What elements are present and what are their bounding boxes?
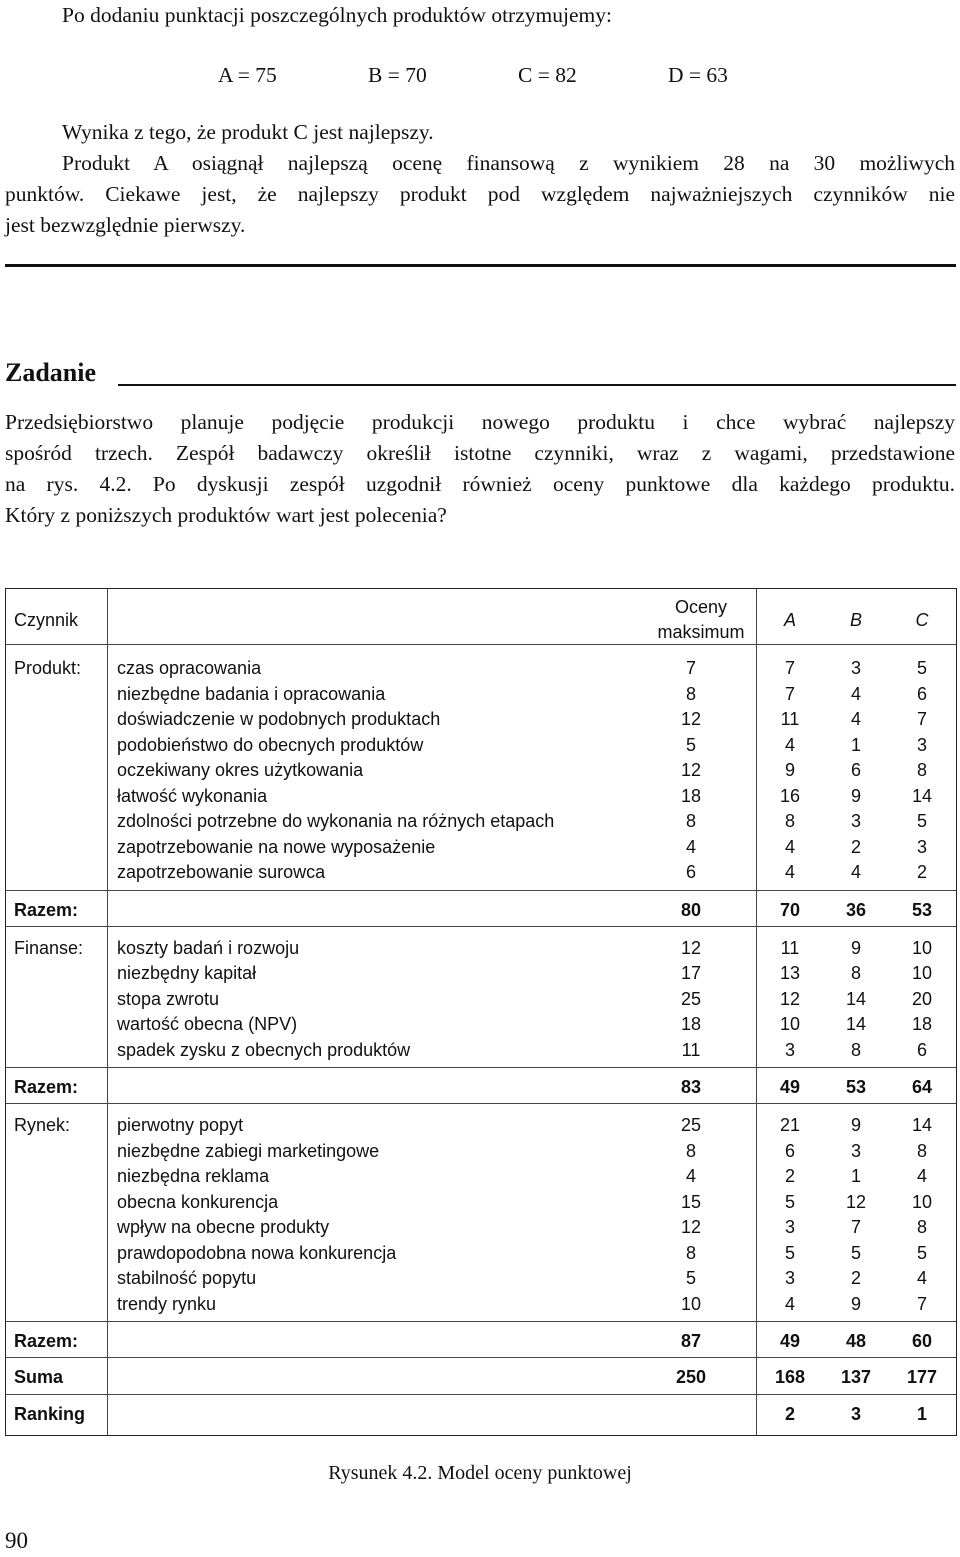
total-value: 2	[784, 1404, 795, 1424]
factor-score: 9	[850, 785, 861, 806]
factor-score: 14	[845, 988, 867, 1009]
factor-score: 13	[779, 963, 801, 983]
factor-score: 14	[911, 1115, 933, 1135]
factor-score: 11	[780, 709, 800, 729]
total-value: 53	[911, 899, 933, 920]
factor-score: 4	[916, 1166, 927, 1186]
total-divider-bottom	[6, 926, 956, 927]
factor-name: niezbędny kapitał	[117, 963, 257, 983]
factor-name: stabilność popytu	[117, 1268, 257, 1288]
header-max-line1: Oceny	[674, 597, 728, 617]
section-divider	[5, 264, 956, 267]
factor-score: 18	[680, 1014, 702, 1034]
factor-name: doświadczenie w podobnych produktach	[117, 709, 441, 729]
factor-score: 4	[850, 709, 861, 729]
factor-name: zapotrzebowanie na nowe wyposażenie	[117, 836, 436, 857]
total-value: 137	[840, 1367, 872, 1387]
total-value: 250	[675, 1367, 707, 1387]
factor-score: 8	[685, 811, 696, 831]
total-divider-bottom	[6, 1357, 956, 1358]
total-label: Razem:	[14, 1077, 79, 1097]
factor-score: 8	[916, 1217, 927, 1237]
factor-name: prawdopodobna nowa konkurencja	[117, 1242, 397, 1263]
factor-score: 8	[685, 1242, 696, 1263]
factor-score: 12	[845, 1191, 867, 1212]
factor-name: wpływ na obecne produkty	[117, 1217, 330, 1237]
task-paragraph	[5, 407, 955, 531]
factor-score: 25	[680, 988, 702, 1009]
factor-score: 4	[850, 862, 861, 882]
factor-name: niezbędne badania i opracowania	[117, 683, 386, 704]
factor-name: obecna konkurencja	[117, 1191, 279, 1212]
column-divider	[107, 589, 108, 1435]
factor-name: zapotrzebowanie surowca	[117, 862, 326, 882]
total-value: 36	[845, 899, 867, 920]
factor-score: 12	[680, 709, 702, 729]
factor-name: oczekiwany okres użytkowania	[117, 760, 364, 780]
factor-score: 25	[680, 1115, 702, 1135]
factor-score: 6	[685, 862, 696, 882]
total-value: 64	[911, 1077, 933, 1097]
header-max-line2: maksimum	[657, 622, 745, 642]
factor-name: podobieństwo do obecnych produktów	[117, 734, 424, 755]
factor-score: 3	[784, 1217, 795, 1237]
factor-score: 21	[779, 1115, 801, 1135]
factor-score: 8	[850, 963, 861, 983]
total-value: 87	[680, 1331, 702, 1351]
score-c: C = 82	[518, 63, 577, 87]
factor-name: zdolności potrzebne do wykonania na różnych etapach	[117, 811, 555, 831]
total-value: 60	[911, 1331, 933, 1351]
total-value: 168	[774, 1367, 806, 1387]
factor-name: pierwotny popyt	[117, 1115, 244, 1135]
factor-score: 4	[685, 1166, 696, 1186]
paragraph-line: na rys. 4.2. Po dyskusji zespół uzgodnił również oceny punktowe dla każdego produktu.	[5, 472, 955, 496]
total-divider-top	[6, 1067, 956, 1068]
factor-score: 7	[916, 1293, 927, 1314]
factor-score: 8	[850, 1039, 861, 1060]
paragraph-line: Który z poniższych produktów wart jest polecenia?	[5, 503, 447, 527]
factor-score: 14	[911, 785, 933, 806]
factor-score: 16	[779, 785, 801, 806]
factor-score: 2	[850, 1268, 861, 1288]
factor-score: 7	[850, 1217, 861, 1237]
factor-score: 6	[784, 1140, 795, 1161]
total-divider-top	[6, 1321, 956, 1322]
factor-score: 7	[916, 709, 927, 729]
total-label: Ranking	[14, 1404, 86, 1424]
score-equations	[0, 60, 960, 91]
factor-score: 5	[784, 1242, 795, 1263]
score-b: B = 70	[368, 63, 427, 87]
factor-name: niezbędna reklama	[117, 1166, 270, 1186]
factor-score: 4	[916, 1268, 927, 1288]
factor-score: 4	[784, 1293, 795, 1314]
factor-score: 4	[685, 836, 696, 857]
total-value: 177	[906, 1367, 938, 1387]
factor-score: 5	[784, 1191, 795, 1212]
factor-score: 7	[685, 658, 696, 678]
factor-score: 3	[850, 658, 861, 678]
figure-caption: Rysunek 4.2. Model oceny punktowej	[328, 1462, 632, 1484]
score-a: A = 75	[218, 63, 277, 87]
factor-score: 3	[850, 1140, 861, 1161]
factor-score: 10	[779, 1014, 801, 1034]
factor-score: 3	[916, 734, 927, 755]
paragraph-line: Przedsiębiorstwo planuje podjęcie produkcji nowego produktu i chce wybrać najlepszy	[5, 410, 955, 434]
paragraph-line: punktów. Ciekawe jest, że najlepszy produkt pod względem najważniejszych czynników nie	[5, 182, 955, 206]
factor-score: 3	[850, 811, 861, 831]
factor-score: 9	[850, 937, 861, 958]
factor-score: 2	[850, 836, 861, 857]
factor-score: 9	[850, 1293, 861, 1314]
total-label: Suma	[14, 1367, 64, 1387]
intro-paragraph	[5, 148, 955, 241]
suma-divider	[6, 1394, 956, 1395]
total-value: 70	[779, 899, 801, 920]
factor-score: 6	[916, 683, 927, 704]
header-b: B	[849, 610, 862, 630]
factor-score: 9	[784, 760, 795, 780]
column-divider	[756, 589, 757, 1435]
factor-score: 9	[850, 1115, 861, 1135]
factor-score: 3	[916, 836, 927, 857]
total-value: 83	[680, 1077, 702, 1097]
factor-score: 10	[911, 1191, 933, 1212]
total-value: 48	[845, 1331, 867, 1351]
total-label: Razem:	[14, 899, 79, 920]
total-value: 3	[850, 1404, 861, 1424]
factor-score: 15	[680, 1191, 702, 1212]
factor-score: 8	[784, 811, 795, 831]
factor-score: 5	[685, 734, 696, 755]
factor-score: 6	[916, 1039, 927, 1060]
factor-score: 17	[680, 963, 702, 983]
header-a: A	[783, 610, 796, 630]
factor-score: 11	[780, 937, 800, 958]
total-divider-bottom	[6, 1103, 956, 1104]
conclusion-line: Wynika z tego, że produkt C jest najlepszy.	[62, 120, 434, 144]
factor-score: 10	[680, 1293, 702, 1314]
factor-score: 4	[850, 683, 861, 704]
total-divider-top	[6, 890, 956, 891]
group-label: Rynek:	[14, 1115, 71, 1135]
factor-score: 5	[916, 1242, 927, 1263]
factor-name: stopa zwrotu	[117, 988, 220, 1009]
group-label: Finanse:	[14, 937, 84, 958]
total-value: 53	[845, 1077, 867, 1097]
factor-score: 5	[916, 811, 927, 831]
header-divider	[6, 644, 956, 645]
factor-score: 2	[916, 862, 927, 882]
paragraph-line: Produkt A osiągnął najlepszą ocenę finansową z wynikiem 28 na 30 możliwych	[62, 151, 955, 175]
factor-score: 8	[916, 1140, 927, 1161]
factor-score: 14	[845, 1014, 867, 1034]
header-c: C	[915, 610, 929, 630]
factor-score: 4	[784, 734, 795, 755]
total-label: Razem:	[14, 1331, 79, 1351]
scoring-table	[5, 588, 957, 1436]
page-number: 90	[5, 1528, 28, 1553]
factor-name: wartość obecna (NPV)	[117, 1014, 298, 1034]
factor-score: 3	[784, 1039, 795, 1060]
factor-score: 1	[850, 1166, 861, 1186]
total-value: 80	[680, 899, 702, 920]
factor-score: 10	[911, 937, 933, 958]
factor-score: 20	[911, 988, 933, 1009]
paragraph-line: spośród trzech. Zespół badawczy określił istotne czynniki, wraz z wagami, przedstawione	[5, 441, 955, 465]
factor-name: trendy rynku	[117, 1293, 217, 1314]
factor-score: 8	[685, 1140, 696, 1161]
factor-name: niezbędne zabiegi marketingowe	[117, 1140, 380, 1161]
factor-score: 18	[680, 785, 702, 806]
total-value: 49	[779, 1077, 801, 1097]
total-value: 1	[916, 1404, 927, 1424]
factor-score: 2	[784, 1166, 795, 1186]
factor-score: 6	[850, 760, 861, 780]
total-value: 49	[779, 1331, 801, 1351]
factor-score: 4	[784, 836, 795, 857]
paragraph-line: jest bezwzględnie pierwszy.	[5, 213, 246, 237]
factor-score: 8	[916, 760, 927, 780]
factor-score: 11	[681, 1039, 701, 1060]
factor-score: 7	[784, 683, 795, 704]
factor-score: 12	[779, 988, 801, 1009]
factor-score: 5	[850, 1242, 861, 1263]
factor-score: 12	[680, 1217, 702, 1237]
task-heading: Zadanie	[5, 358, 97, 387]
factor-name: spadek zysku z obecnych produktów	[117, 1039, 411, 1060]
factor-name: czas opracowania	[117, 658, 262, 678]
factor-score: 4	[784, 862, 795, 882]
factor-score: 3	[784, 1268, 795, 1288]
score-d: D = 63	[668, 63, 728, 87]
header-factor: Czynnik	[14, 610, 79, 630]
group-label: Produkt:	[14, 658, 82, 678]
heading-rule	[118, 384, 956, 386]
factor-score: 18	[911, 1014, 933, 1034]
factor-score: 1	[850, 734, 861, 755]
factor-score: 5	[916, 658, 927, 678]
intro-line: Po dodaniu punktacji poszczególnych produktów otrzymujemy:	[62, 3, 612, 27]
factor-score: 5	[685, 1268, 696, 1288]
factor-name: koszty badań i rozwoju	[117, 937, 300, 958]
factor-score: 10	[911, 963, 933, 983]
factor-score: 12	[680, 937, 702, 958]
factor-name: łatwość wykonania	[117, 785, 268, 806]
factor-score: 8	[685, 683, 696, 704]
factor-score: 7	[784, 658, 795, 678]
factor-score: 12	[680, 760, 702, 780]
